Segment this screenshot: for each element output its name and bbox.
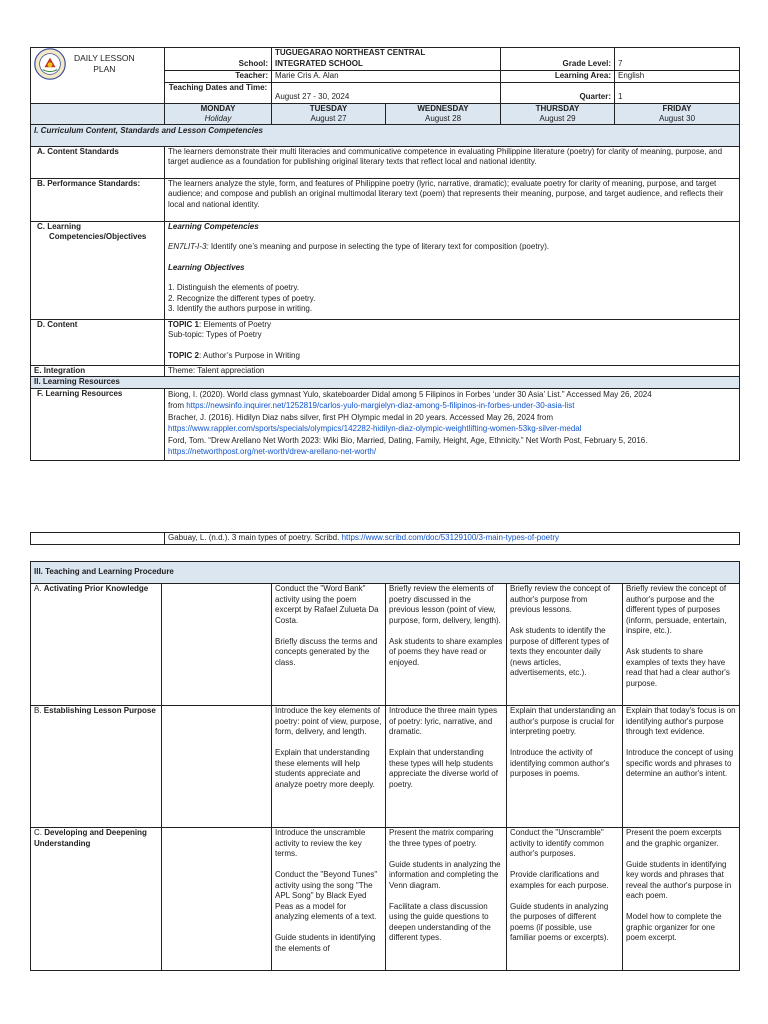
school-value-line-1: TUGUEGARAO NORTHEAST CENTRAL [275,48,426,57]
reference-2: Bracher, J. (2016). Hidilyn Diaz nabs silver, first PH Olympic medal in 20 years. Accessed May 26, 2024 from [168,412,554,422]
reference-2-link[interactable]: https://www.rappler.com/sports/specials/olympics/142282-hidilyn-diaz-olympic-weightlifting-women-53kg-silver-medal [168,424,582,433]
competencies-label-line-1: C. Learning [37,221,82,231]
procedure-cell: Conduct the "Word Bank" activity using the poem excerpt by Rafael Zulueta Da Costa. Briefly discuss the terms and concepts generated by the class. [272,584,386,706]
content-label: D. Content [31,319,165,365]
day-name: FRIDAY [662,103,692,113]
procedure-cell: Present the matrix comparing the three types of poetry. Guide students in analyzing the information and completing the Venn diagram. Facilitate a class discussion using the guide questions to deepen understanding of the different types. [386,828,507,971]
day-tuesday [272,103,386,124]
quarter-value: 1 [615,82,740,103]
topic-1-text: : Elements of Poetry [198,319,272,329]
performance-standards-label: B. Performance Standards: [31,178,165,221]
topic-2-label: TOPIC 2 [168,350,199,360]
resources-continuation-table [30,532,740,545]
procedure-cell [162,706,272,828]
day-thursday [501,103,615,124]
day-wednesday [386,103,501,124]
deped-seal-icon [34,48,66,80]
procedure-cell: Briefly review the concept of author's purpose and the different types of purposes (inform, persuade, entertain, inspire, etc.). Ask students to share examples of texts they have read that had a clear author's purpose. [623,584,740,706]
label-prefix: B. [34,706,44,715]
competencies-label [31,221,165,319]
day-monday [165,103,272,124]
topic-2-text: : Author’s Purpose in Writing [198,350,300,360]
teacher-value: Marie Cris A. Alan [272,70,501,82]
dates-label: Teaching Dates and Time: [165,82,272,103]
day-sub: August 29 [539,113,576,123]
topic-2 [168,351,736,362]
grade-value: 7 [615,48,740,71]
reference-1: Biong, I. (2020). World class gymnast Yulo, skateboarder Didal among 5 Filipinos in Forbes ‘under 30 Asia’ List.” Accessed May 26, 2024 [168,389,652,399]
reference-4-link[interactable]: https://www.scribd.com/doc/53129100/3-main-types-of-poetry [341,533,559,542]
procedure-label-a [31,584,162,706]
procedure-cell: Briefly review the elements of poetry discussed in the previous lesson (point of view, purpose, form, delivery, length). Ask students to share examples of poems they have read or enjoyed. [386,584,507,706]
topic-1 [168,320,736,331]
competencies-heading: Learning Competencies [168,221,259,231]
content-topics [165,319,740,365]
subtopic: Sub-topic: Types of Poetry [168,330,262,339]
title-block [31,48,165,104]
day-name: TUESDAY [309,103,348,113]
procedure-cell: Briefly review the concept of author's purpose from previous lessons. Ask students to identify the purpose of different types of texts they encounter daily (news articles, advertisements, etc.). [507,584,623,706]
objective-3: 3. Identify the authors purpose in writing. [168,304,313,313]
reference-3: Ford, Tom. “Drew Arellano Net Worth 2023: Wiki Bio, Married, Dating, Family, Height, Age, Ethnicity.” Net Worth Post, February 5, 2016. [168,435,648,445]
integration-label: E. Integration [31,365,165,377]
procedure-cell: Explain that understanding an author's purpose is crucial for interpreting poetry. Introduce the activity of identifying common author's purposes in poems. [507,706,623,828]
school-value-line-2: INTEGRATED SCHOOL [275,58,363,68]
reference-1-from [168,400,736,412]
day-sub: August 27 [310,113,347,123]
label-bold: Developing and Deepening Understanding [34,828,147,848]
topic-1-label: TOPIC 1 [168,319,199,329]
section-3-heading: III. Teaching and Learning Procedure [31,562,740,584]
procedure-cell: Introduce the three main types of poetry: lyric, narrative, and dramatic. Explain that understanding these types will help students appreciate the diverse world of poetry. [386,706,507,828]
reference-4-text: Gabuay, L. (n.d.). 3 main types of poetry. Scribd. [168,533,342,542]
procedure-row-b [31,706,740,828]
reference-1-from-text: from [168,401,187,410]
lesson-plan-header-table [30,47,740,461]
days-blank [31,103,165,124]
competencies-label-line-2: Competencies/Objectives [49,232,147,241]
resources-label: F. Learning Resources [31,388,165,460]
area-value: English [615,70,740,82]
objective-2: 2. Recognize the different types of poetry. [168,293,316,303]
day-friday [615,103,740,124]
quarter-label: Quarter: [501,82,615,103]
dates-value: August 27 - 30, 2024 [272,82,501,103]
competencies-content [165,221,740,319]
day-name: THURSDAY [535,103,580,113]
school-label: School: [165,48,272,71]
content-standards-label: A. Content Standards [31,146,165,178]
procedure-label-b [31,706,162,828]
section-2-heading: II. Learning Resources [31,377,740,389]
reference-3-link[interactable]: https://networthpost.org/net-worth/drew-arellano-net-worth/ [168,447,377,456]
competency-code: EN7LIT-I-3: [168,242,209,251]
day-sub: August 30 [658,113,696,123]
label-bold: Activating Prior Knowledge [43,584,149,593]
continuation-blank [31,533,165,545]
day-sub: August 28 [424,113,462,123]
objectives-heading: Learning Objectives [168,262,245,272]
teacher-label: Teacher: [165,70,272,82]
procedure-cell: Introduce the key elements of poetry: point of view, purpose, form, delivery, and length. Explain that understanding these elements will help students appreciate and analyze poetry more deeply. [272,706,386,828]
procedure-cell: Conduct the "Unscramble" activity to identify common author's purposes. Provide clarifications and examples for each purpose. Guide students in analyzing the purposes of different poems (if possible, use familiar poems or excerpts). [507,828,623,971]
school-value [272,48,501,71]
competency-line [168,242,736,253]
reference-1-link[interactable]: https://newsinfo.inquirer.net/1252819/carlos-yulo-margielyn-diaz-among-5-filipinos-in-forbes-under-30-asia-list [186,401,575,410]
title-line-2: PLAN [93,64,116,74]
procedure-cell: Introduce the unscramble activity to review the key terms. Conduct the "Beyond Tunes" activity using the song "The APL Song" by Black Eyed Peas as a model for analyzing elements of a text. Guide students in identifying the elements of [272,828,386,971]
resources-content [165,388,740,460]
day-name: MONDAY [200,103,236,113]
procedure-row-a [31,584,740,706]
day-name: WEDNESDAY [417,103,469,113]
procedure-cell: Explain that today's focus is on identifying author's purpose through text evidence. Introduce the concept of using specific words and phrases to determine an author's intent. [623,706,740,828]
grade-label: Grade Level: [501,48,615,71]
procedure-label-c [31,828,162,971]
procedure-cell [162,584,272,706]
label-bold: Establishing Lesson Purpose [43,706,156,715]
procedure-table [30,561,740,971]
section-1-heading: I. Curriculum Content, Standards and Lesson Competencies [31,124,740,146]
area-label: Learning Area: [501,70,615,82]
title-line-1: DAILY LESSON [74,53,135,63]
performance-standards-text: The learners analyze the style, form, and features of Philippine poetry (lyric, narrative, dramatic); evaluate poetry for clarity of meaning, purpose, and target audience; and compose and publish an original multimodal literary text (poem) that represents their meaning, purpose, and target audience, and reflects their local and national identity. [165,178,740,221]
procedure-cell: Present the poem excerpts and the graphic organizer. Guide students in identifying key words and phrases that reveal the author's purpose in each poem. Model how to complete the graphic organizer for one poem excerpt. [623,828,740,971]
day-sub: Holiday [204,113,232,123]
reference-4 [165,533,740,545]
content-standards-text: The learners demonstrate their multi literacies and communicative competence in evaluating Philippine literature (poetry) for clarity of meaning, purpose, and target audience as a foundation for publishing original literary texts that reflect local and national identity. [165,146,740,178]
label-prefix: A. [34,584,44,593]
label-prefix: C. [34,828,45,837]
procedure-cell [162,828,272,971]
integration-text: Theme: Talent appreciation [165,365,740,377]
procedure-row-c [31,828,740,971]
objective-1: 1. Distinguish the elements of poetry. [168,283,300,292]
competency-text: Identify one’s meaning and purpose in selecting the type of literary text for composition (poetry). [208,242,550,251]
